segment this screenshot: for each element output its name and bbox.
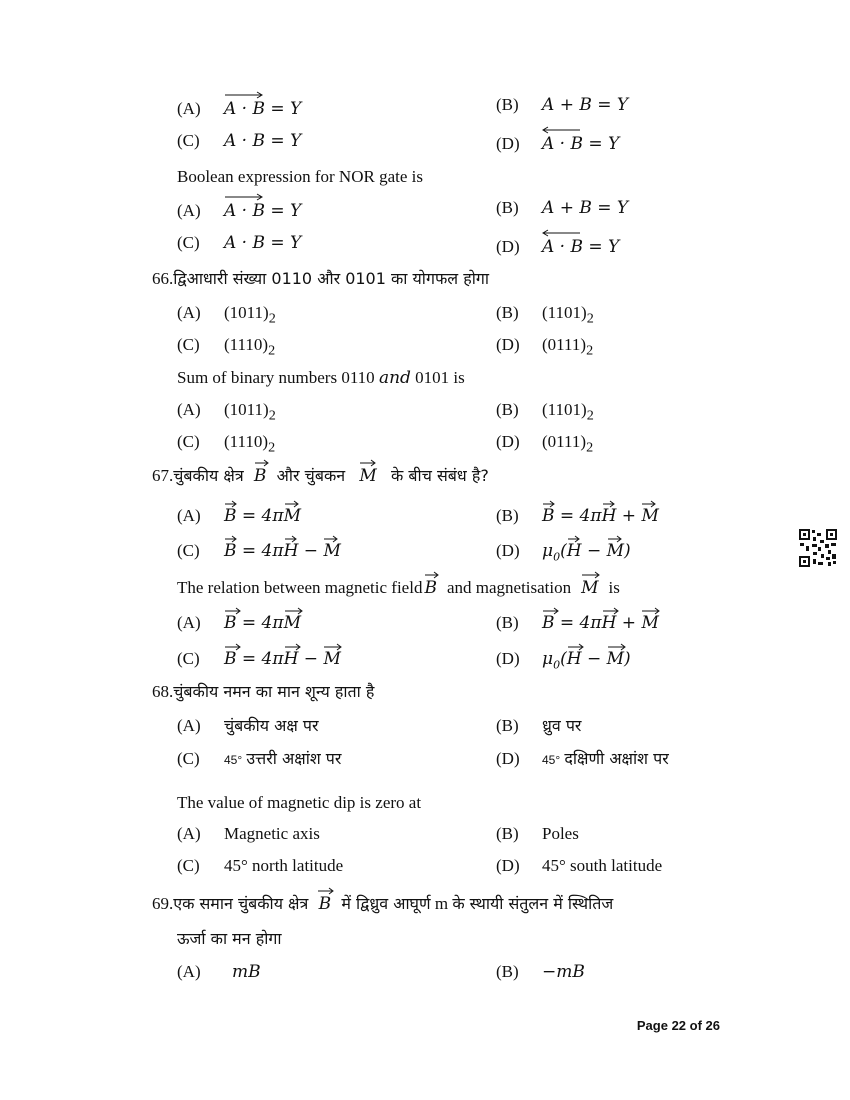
option-expression: $\mu_0(H$ − M )	[542, 540, 631, 568]
question-number: 66.	[152, 269, 174, 288]
option-label: (C)	[177, 131, 200, 150]
option-label: (B)	[496, 303, 519, 322]
vector-arrow-icon	[224, 500, 238, 508]
option-label: (D)	[496, 237, 520, 256]
option-expression: −mB	[542, 962, 585, 982]
option-expression: A · B = Y	[224, 200, 301, 222]
overline-left-arrow-icon	[542, 228, 582, 238]
option-text: Poles	[542, 824, 579, 843]
option-value: $(0111)_2$	[542, 432, 594, 456]
option-label: (D)	[496, 649, 520, 668]
option-label: (C)	[177, 335, 200, 354]
question-66	[152, 268, 489, 290]
option-label: (A)	[177, 824, 201, 843]
option-expression: B = 4πM	[224, 505, 301, 527]
option-text: 45° south latitude	[542, 856, 663, 875]
option-label: (D)	[496, 541, 520, 560]
option-value: $(1110)_2$	[224, 335, 276, 359]
option-expression: A + B = Y	[542, 95, 629, 115]
option-label: (D)	[496, 432, 520, 451]
question-prompt-en: The value of magnetic dip is zero at	[177, 793, 422, 812]
question-prompt-en: Boolean expression for NOR gate is	[177, 167, 423, 186]
option-label: (D)	[496, 134, 520, 153]
option-text: Magnetic axis	[224, 824, 320, 843]
option-label: (A)	[177, 506, 201, 525]
option-text: ध्रुव पर	[542, 716, 582, 735]
question-68	[152, 681, 374, 703]
overline-arrow-icon	[224, 192, 264, 202]
option-expression: A · B = Y	[542, 236, 619, 258]
option-expression: B = 4πH + M	[542, 505, 659, 527]
option-label: (B)	[496, 824, 519, 843]
option-label: (A)	[177, 400, 201, 419]
option-expression: B = 4πH − M	[224, 648, 341, 670]
option-value: $(1101)_2$	[542, 400, 594, 424]
vector-arrow-icon	[359, 458, 377, 468]
option-label: (A)	[177, 716, 201, 735]
option-label: (B)	[496, 198, 519, 217]
option-label: (D)	[496, 749, 520, 768]
question-67: 67.चुंबकीय क्षेत्र B और चुंबकन M के बीच संबंध है?	[152, 465, 489, 487]
option-expression: A · B = Y	[542, 133, 619, 155]
option-label: (B)	[496, 506, 519, 525]
option-label: (D)	[496, 335, 520, 354]
option-label: (A)	[177, 303, 201, 322]
question-prompt-hi: द्विआधारी संख्या 0110 और 0101 का योगफल होगा	[173, 269, 490, 288]
question-prompt-en: The relation between magnetic field B and magnetisation M is	[177, 577, 620, 599]
option-label: (C)	[177, 749, 200, 768]
option-text: चुंबकीय अक्ष पर	[224, 716, 319, 735]
option-expression: B = 4πH − M	[224, 540, 341, 562]
page-number: Page 22 of 26	[636, 1018, 720, 1033]
option-label: (C)	[177, 856, 200, 875]
option-text: 45° north latitude	[224, 856, 344, 875]
question-prompt-hi: चुंबकीय नमन का मान शून्य हाता है	[173, 682, 375, 701]
option-expression: mB	[232, 962, 261, 982]
option-expression: A + B = Y	[542, 198, 629, 218]
question-number: 67.	[152, 466, 174, 485]
question-prompt-en: Sum of binary numbers 0110 and 0101 is	[177, 368, 465, 388]
overline-arrow-icon	[224, 90, 264, 100]
vector-arrow-icon	[254, 458, 270, 468]
option-label: (C)	[177, 233, 200, 252]
option-value: $(1011)_2$	[224, 400, 276, 424]
option-label: (A)	[177, 962, 201, 981]
option-expression: B = 4πH + M	[542, 612, 659, 634]
option-value: $(0111)_2$	[542, 335, 594, 359]
option-expression: B = 4πM	[224, 612, 301, 634]
option-label: (C)	[177, 432, 200, 451]
option-label: (A)	[177, 99, 201, 118]
option-text: 45° उत्तरी अक्षांश पर	[224, 749, 342, 768]
option-label: (D)	[496, 856, 520, 875]
option-text: 45° दक्षिणी अक्षांश पर	[542, 749, 669, 768]
option-label: (B)	[496, 962, 519, 981]
option-value: $(1011)_2$	[224, 303, 276, 327]
overline-left-arrow-icon	[542, 125, 582, 135]
option-expression: $\mu_0(H$ − M )	[542, 648, 631, 676]
vector-arrow-icon	[317, 886, 335, 896]
option-value: $(1101)_2$	[542, 303, 594, 327]
option-label: (A)	[177, 201, 201, 220]
option-label: (C)	[177, 649, 200, 668]
option-label: (B)	[496, 716, 519, 735]
question-69: 69.एक समान चुंबकीय क्षेत्र B में द्विध्रुव आघूर्ण m के स्थायी संतुलन में स्थितिज	[152, 893, 613, 915]
option-label: (B)	[496, 613, 519, 632]
vector-arrow-icon	[284, 500, 300, 508]
option-value: $(1110)_2$	[224, 432, 276, 456]
qr-code-icon	[798, 528, 838, 568]
question-number: 69.	[152, 894, 174, 913]
option-label: (C)	[177, 541, 200, 560]
option-label: (B)	[496, 400, 519, 419]
option-expression: A · B = Y	[224, 131, 302, 151]
option-label: (A)	[177, 613, 201, 632]
option-expression: A · B = Y	[224, 233, 302, 253]
question-number: 68.	[152, 682, 174, 701]
question-prompt-hi-line2: ऊर्जा का मन होगा	[177, 929, 282, 948]
option-label: (B)	[496, 95, 519, 114]
option-expression: A · B = Y	[224, 98, 301, 120]
